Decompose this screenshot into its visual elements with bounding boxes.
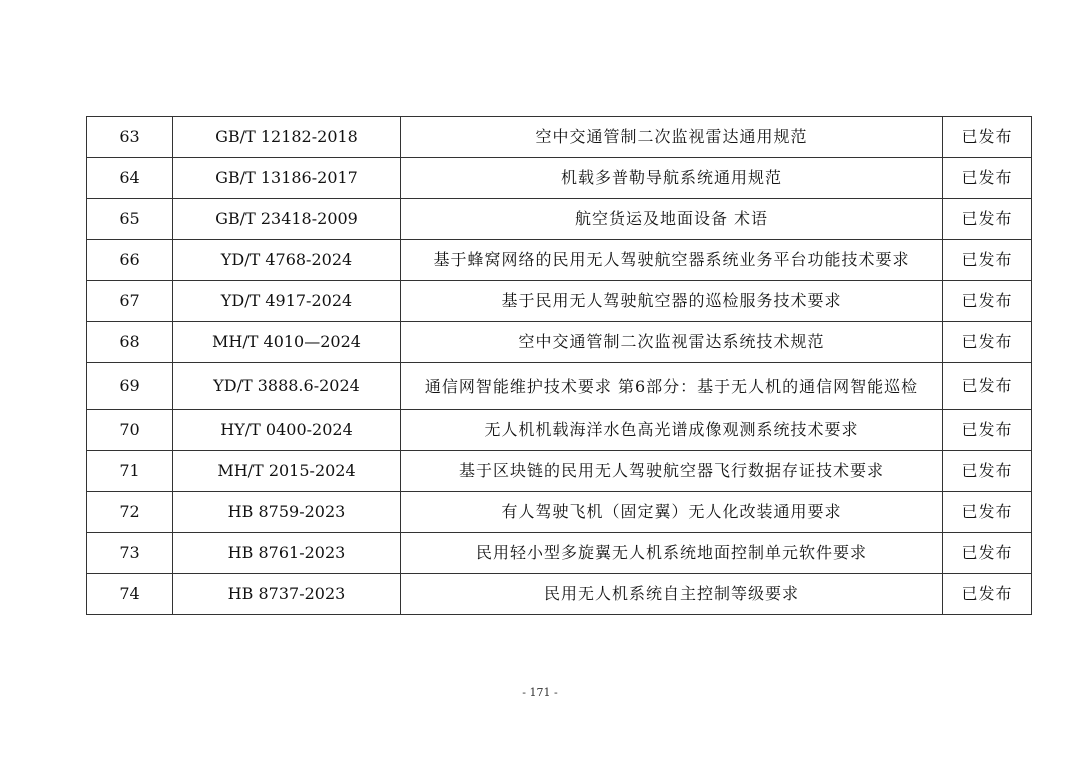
standard-code: HB 8761-2023 (173, 533, 401, 574)
standard-name: 民用轻小型多旋翼无人机系统地面控制单元软件要求 (401, 533, 943, 574)
table-row (87, 117, 1032, 158)
row-number: 74 (87, 574, 173, 615)
table-row (87, 322, 1032, 363)
standard-name: 航空货运及地面设备 术语 (401, 199, 943, 240)
table-row (87, 158, 1032, 199)
standard-code: MH/T 4010—2024 (173, 322, 401, 363)
standard-name: 空中交通管制二次监视雷达通用规范 (401, 117, 943, 158)
standard-code: YD/T 4768-2024 (173, 240, 401, 281)
row-number: 73 (87, 533, 173, 574)
standard-code: HB 8759-2023 (173, 492, 401, 533)
status-cell: 已发布 (943, 158, 1032, 199)
page-number: - 171 - (522, 686, 558, 699)
status-cell: 已发布 (943, 322, 1032, 363)
status-cell: 已发布 (943, 410, 1032, 451)
standard-code: HY/T 0400-2024 (173, 410, 401, 451)
status-cell: 已发布 (943, 199, 1032, 240)
status-cell: 已发布 (943, 451, 1032, 492)
standard-name: 机载多普勒导航系统通用规范 (401, 158, 943, 199)
status-cell: 已发布 (943, 281, 1032, 322)
standard-code: YD/T 3888.6-2024 (173, 363, 401, 410)
status-cell: 已发布 (943, 533, 1032, 574)
row-number: 71 (87, 451, 173, 492)
standard-name: 通信网智能维护技术要求 第6部分：基于无人机的通信网智能巡检 (401, 363, 943, 410)
table-row (87, 363, 1032, 410)
row-number: 64 (87, 158, 173, 199)
status-cell: 已发布 (943, 574, 1032, 615)
standard-name: 基于民用无人驾驶航空器的巡检服务技术要求 (401, 281, 943, 322)
row-number: 69 (87, 363, 173, 410)
table-row (87, 492, 1032, 533)
standard-name: 基于蜂窝网络的民用无人驾驶航空器系统业务平台功能技术要求 (401, 240, 943, 281)
table-row (87, 281, 1032, 322)
table-row (87, 533, 1032, 574)
standard-name: 有人驾驶飞机（固定翼）无人化改装通用要求 (401, 492, 943, 533)
standard-code: YD/T 4917-2024 (173, 281, 401, 322)
row-number: 68 (87, 322, 173, 363)
standard-name: 无人机机载海洋水色高光谱成像观测系统技术要求 (401, 410, 943, 451)
status-cell: 已发布 (943, 240, 1032, 281)
standard-code: GB/T 23418-2009 (173, 199, 401, 240)
table-row (87, 410, 1032, 451)
row-number: 65 (87, 199, 173, 240)
standard-name: 空中交通管制二次监视雷达系统技术规范 (401, 322, 943, 363)
row-number: 72 (87, 492, 173, 533)
table-row (87, 199, 1032, 240)
standard-code: GB/T 13186-2017 (173, 158, 401, 199)
row-number: 63 (87, 117, 173, 158)
table-row (87, 574, 1032, 615)
standard-code: GB/T 12182-2018 (173, 117, 401, 158)
table-row (87, 451, 1032, 492)
standard-name: 民用无人机系统自主控制等级要求 (401, 574, 943, 615)
row-number: 67 (87, 281, 173, 322)
row-number: 70 (87, 410, 173, 451)
standard-name: 基于区块链的民用无人驾驶航空器飞行数据存证技术要求 (401, 451, 943, 492)
row-number: 66 (87, 240, 173, 281)
table-row (87, 240, 1032, 281)
standards-table (86, 116, 1032, 615)
standard-code: HB 8737-2023 (173, 574, 401, 615)
status-cell: 已发布 (943, 492, 1032, 533)
standard-code: MH/T 2015-2024 (173, 451, 401, 492)
status-cell: 已发布 (943, 117, 1032, 158)
status-cell: 已发布 (943, 363, 1032, 410)
